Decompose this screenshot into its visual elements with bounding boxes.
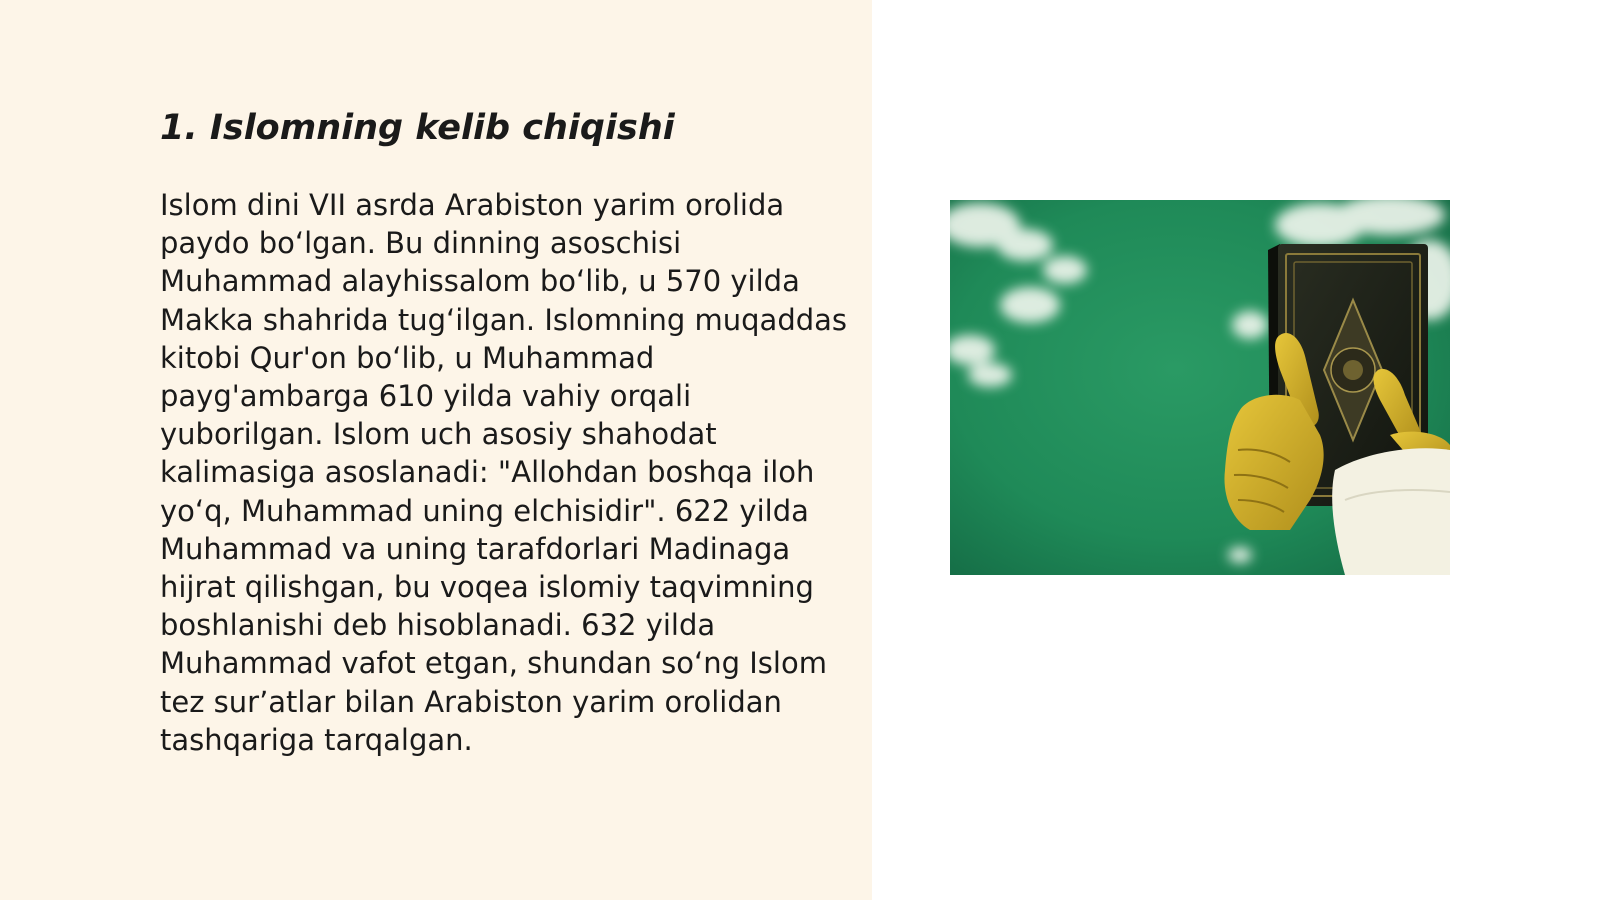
slide-title: 1. Islomning kelib chiqishi [160, 108, 675, 148]
quran-in-hands-icon [950, 200, 1450, 575]
quran-photo [950, 200, 1450, 575]
slide-body-text: Islom dini VII asrda Arabiston yarim orolida paydo bo‘lgan. Bu dinning asoschisi Muhammad alayhissalom bo‘lib, u 570 yilda Makka shahrida tug‘ilgan. Islomning muqaddas kitobi Qur'on bo‘lib, u Muhammad payg'ambarga 610 yilda vahiy orqali yuborilgan. Islom uch asosiy shahodat kalimasiga asoslanadi: "Allohdan boshqa iloh yo‘q, Muhammad uning elchisidir". 622 yilda Muhammad va uning tarafdorlari Madinaga hijrat qilishgan, bu voqea islomiy taqvimning boshlanishi deb hisoblanadi. 632 yilda Muhammad vafot etgan, shundan so‘ng Islom tez sur’atlar bilan Arabiston yarim orolidan tashqariga tarqalgan. [160, 188, 848, 757]
